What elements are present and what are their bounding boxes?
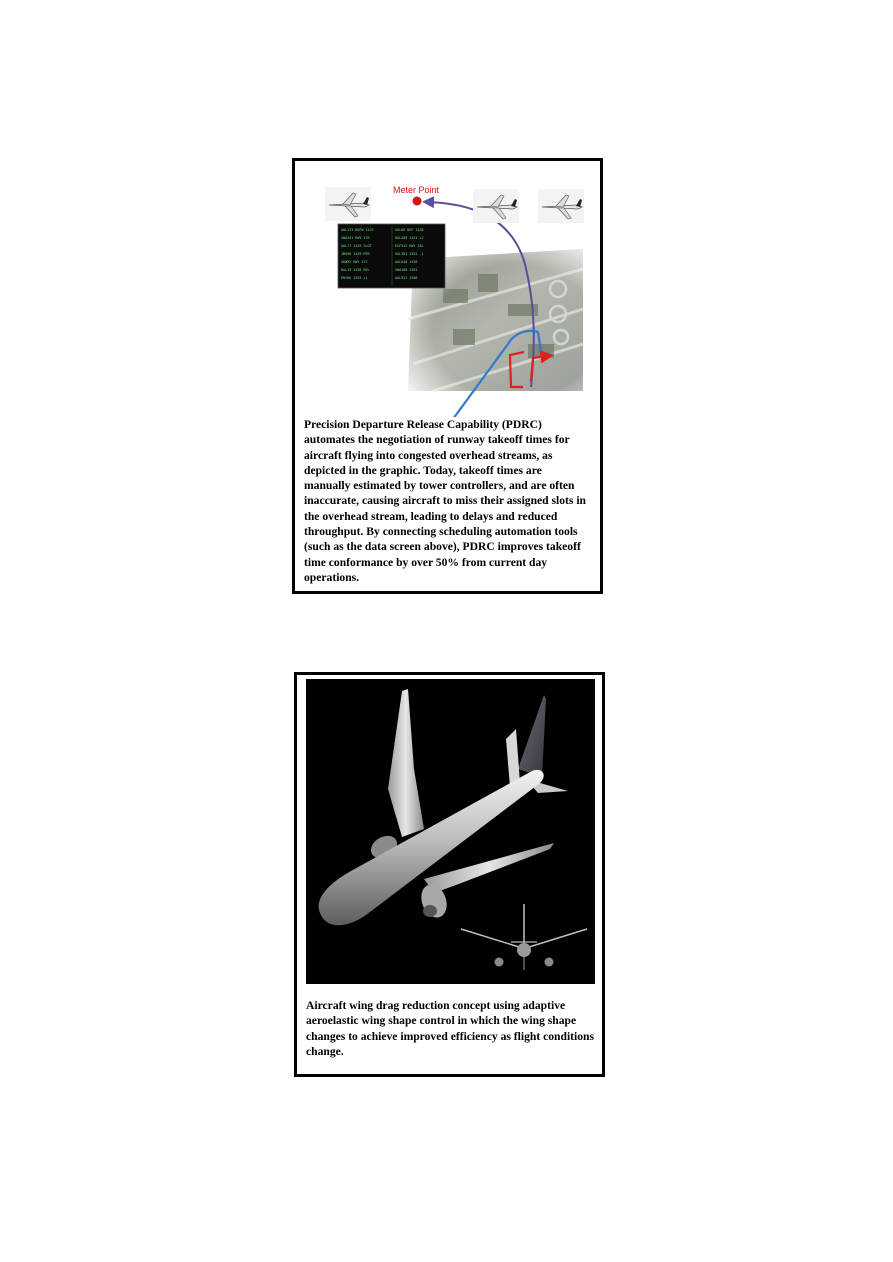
svg-text:AAL77 1445 SLOT: AAL77 1445 SLOT [341,244,372,248]
svg-text:UAL301 1452 -1: UAL301 1452 -1 [395,252,424,256]
aircraft-icon [325,187,371,221]
aircraft-rendering [306,679,595,984]
pdrc-caption [304,417,590,585]
aircraft-icon [473,189,519,223]
pdrc-illustration [303,169,593,417]
svg-text:DAL15 1458 REL: DAL15 1458 REL [341,268,370,272]
svg-text:SWA108 1501: SWA108 1501 [395,268,418,272]
svg-text:AAL922 1506: AAL922 1506 [395,276,418,280]
svg-text:JBU90 1449 MTR: JBU90 1449 MTR [341,252,370,256]
svg-text:SWA441 RWY 17R: SWA441 RWY 17R [341,236,370,240]
wing-graphic [306,679,595,984]
main-aircraft [319,689,568,925]
svg-text:AAL123 KDFW 1432: AAL123 KDFW 1432 [341,228,374,232]
meter-point-label: Meter Point [393,185,440,195]
pdrc-graphic [303,169,593,417]
svg-text:EGF512 RWY 18L: EGF512 RWY 18L [395,244,424,248]
svg-text:AAL640 1456: AAL640 1456 [395,260,418,264]
pdrc-figure [292,158,603,594]
svg-text:ENY66 1503 +1: ENY66 1503 +1 [341,276,368,280]
front-view-aircraft [461,904,587,970]
pdrc-caption-title: Precision Departure Release Capability (PDRC) [304,418,542,431]
pdrc-caption-body: automates the negotiation of runway takeoff times for aircraft flying into congested overhead streams, as depicted in the graphic. Today, takeoff times are manually estimated by tower controllers, and are often inaccurate, causing aircraft to miss their assigned slots in the overhead stream, leading to delays and reduced throughput. By connecting scheduling automation tools (such as the data screen above), PDRC improves takeoff time conformance by over 50% from current day operations. [304,433,586,584]
wing-figure [294,672,605,1077]
aircraft-icon [538,189,584,223]
svg-text:UAL88 DEP 1438: UAL88 DEP 1438 [395,228,424,232]
meter-point-marker [413,197,422,206]
scheduling-data-screen [338,224,445,288]
svg-text:SKW22 RWY 17C: SKW22 RWY 17C [341,260,368,264]
wing-caption: Aircraft wing drag reduction concept using adaptive aeroelastic wing shape control in which the wing shape changes to achieve improved efficiency as flight conditions change. [306,999,594,1058]
svg-text:DAL209 1441 +2: DAL209 1441 +2 [395,236,424,240]
